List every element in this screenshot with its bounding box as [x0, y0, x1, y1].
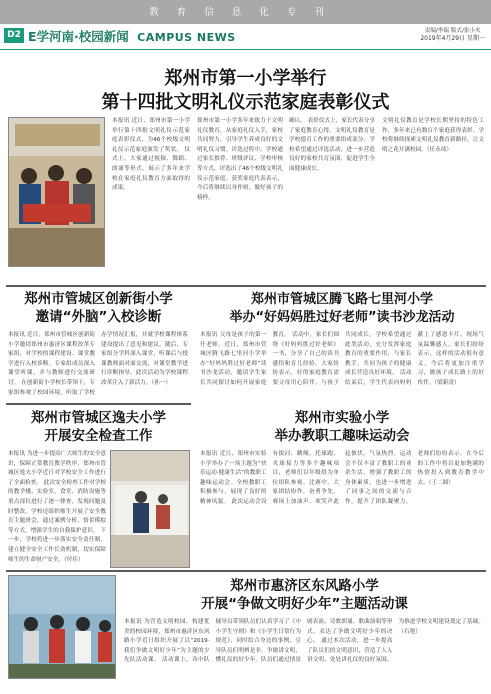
- issue-date: 2019年4月29日 星期一: [420, 35, 485, 42]
- article1-col-3: 确认。 表彰仪式上，家长代表分享了家庭教育心得。文明礼仪教育是学校德育工作的重要组成部分，学校希望通过评选活动，进一步营造良好的家校共育氛围，促进学生全面健康成长。: [289, 118, 375, 172]
- section-title: [28, 27, 236, 45]
- article4-photo: [110, 450, 190, 568]
- article2-headline-2: 邀请“外脑”入校诊断: [35, 309, 162, 325]
- article5-body: 本报讯 近日，郑州市实验小学举办了一场主题为“快乐运动·健康生活”的教职工趣味运动会。全校教职工积极参与，展现了良好的精神风貌。 此次运动会设有拔河、跳绳、托球跑、夹球接力等多个趣味项目，老师们以年级组为单位组队参赛。比赛中，大家团结协作，奋勇争先，赛场上加油声、欢笑声此起彼伏，气氛热烈。运动会不仅丰富了教职工的业余生活，增强了教职工的身体素质，也进一步增进了同事之间的交流与合作，提升了团队凝聚力。老师们纷纷表示，在今后的工作中将以更加饱满的热情投入到教育教学中去。（王二圆）: [200, 451, 484, 505]
- article6-headline-2: 开展“争做文明好少年”主题活动课: [201, 596, 408, 612]
- article1-col-4: 文明礼仪教育是学校长期坚持的特色工作，多年来已有数百个家庭获得表彰。学校将继续探索文明礼仪教育新路径，让文明之花开满校园。（任永琦）: [382, 118, 484, 153]
- article4-body-1: 本报讯 为进一步提高广大师生的安全意识，保障正常教育教学秩序，郑州市管城区逸夫小学近日对学校安全工作进行了全面检查。 此次安全检查工作对学校的教学楼、实验室、食堂、消防设施等重点部位进行了逐一排查，发现问题及时整改。学校还组织师生开展了安全教育主题班会，通过案例分析、情景模拟等方式，增强学生的自我保护意识。 下一步，学校将进一步落实安全责任制，建立健全安全工作长效机制，切实保障师生的生命财产安全。（付佳）: [8, 451, 106, 563]
- article5-headline-2: 举办教职工趣味运动会: [274, 428, 410, 444]
- editors-box: [420, 27, 485, 43]
- article1-headline-2: 第十四批文明礼仪示范家庭表彰仪式: [101, 92, 390, 113]
- rule-4: [6, 570, 486, 572]
- section-title-en: CAMPUS NEWS: [137, 31, 236, 44]
- article5-headline-1: 郑州市实验小学: [294, 410, 390, 426]
- topband-title: 教育信息化专刊: [149, 7, 342, 18]
- article3-headline-2: 举办“好妈妈胜过好老师”读书沙龙活动: [229, 310, 455, 325]
- article3-headline-1: 郑州市管城区腾飞路七里河小学: [250, 292, 433, 307]
- article1-headline-1: 郑州市第一小学举行: [164, 68, 327, 89]
- article2-body: 本报讯 近日，郑州市管城区创新街小学邀请郑州市惠济区课程改革专家组，对学校的课程建设、课堂教学进行入校诊断。专家组成员深入课堂听课，并与教师进行交流研讨。 在创新街小学校长带领下，专家组参观了校园环境，听取了学校办学情况汇报，并就学校课程体系建设提出了意见和建议。随后，专家组分学科深入课堂，听课后与授课教师面对面交流，对课堂教学进行诊断指导。此次活动为学校课程改革注入了新活力。（孙一）: [8, 332, 188, 396]
- article6-headline-1: 郑州市惠济区东风路小学: [230, 578, 379, 594]
- page-number-badge: D2: [4, 28, 24, 43]
- article1-photo: [8, 117, 105, 267]
- top-band: [0, 0, 491, 24]
- page-footer: [0, 686, 491, 694]
- masthead: [0, 24, 491, 50]
- editors-credit: 责编/李瑞 版式/张小夹: [424, 28, 481, 34]
- article1-col-1: 本报讯 近日，郑州市第一小学举行第十四批文明礼仪示范家庭表彰仪式，为46个校级文明礼仪示范家庭颁发了奖状。 仪式上，大家通过视频、舞蹈、朗诵等形式，展示了多年来学校在家庭礼仪教育方面取得的成果。: [112, 118, 190, 192]
- article4-headline-2: 开展安全检查工作: [44, 428, 153, 444]
- rule-1: [6, 285, 486, 287]
- rule-2: [6, 403, 191, 405]
- article2-headline-1: 郑州市管城区创新街小学: [24, 291, 173, 307]
- article1-col-2: 郑州市第一小学多年来致力于文明礼仪教育，从家庭礼仪入手，家校共同努力，引导学生养成良好的文明礼仪习惯。评选过程中，学校通过家长推荐、班级评议、学校审核等方式，评选出了46个校级文明礼仪示范家庭。获奖家庭代表表示，今后将继续以身作则，做好孩子的榜样。: [197, 118, 283, 201]
- article6-photo: [8, 575, 116, 679]
- article4-headline-1: 郑州市管城区逸夫小学: [31, 410, 166, 426]
- article3-body: 本报讯 父母是孩子的第一任老师。近日，郑州市管城区腾飞路七里河小学举办“好妈妈胜过好老师”读书沙龙活动，邀请学生家长共同探讨如何开展家庭教育。 活动中，家长们围绕《好妈妈胜过好老师》一书，分享了自己的读书感悟和育儿经验。大家纷纷表示，好的家庭教育需要父母用心陪伴，与孩子共同成长。学校希望通过此类活动，充分发挥家庭教育的重要作用，与家长携手，共同为孩子的健康成长营造良好环境。 活动结束后，学生代表向妈妈献上了感恩卡片，现场气氛温馨感人。家长们纷纷表示，这样的活动很有意义，今后将更加注重学习，做孩子成长路上的好伙伴。（梁新凌）: [200, 332, 484, 386]
- section-title-cn: E学河南·校园新闻: [28, 29, 129, 44]
- article6-body: 本报讯 为营造文明校园，构建优美的校园环境，郑州市惠济区东风路小学近日组织开展了以“2019·我们争做文明好少年”为主题的少先队活动课。 活动课上，各中队辅导员带领队员们认真学习了《中小学生守则》和《小学生日常行为规范》，同时结合身边的事例，引导队员们明辨是非，争做讲文明、懂礼仪的好少年。队员们通过情景剧表演、诗歌朗诵、歌曲演唱等形式，表达了争做文明好少年的决心。 通过本次活动，进一步提高了队员们的文明意识，营造了人人讲文明、处处讲礼仪的良好氛围，为推进学校文明建设奠定了基础。（石艳）: [124, 619, 484, 664]
